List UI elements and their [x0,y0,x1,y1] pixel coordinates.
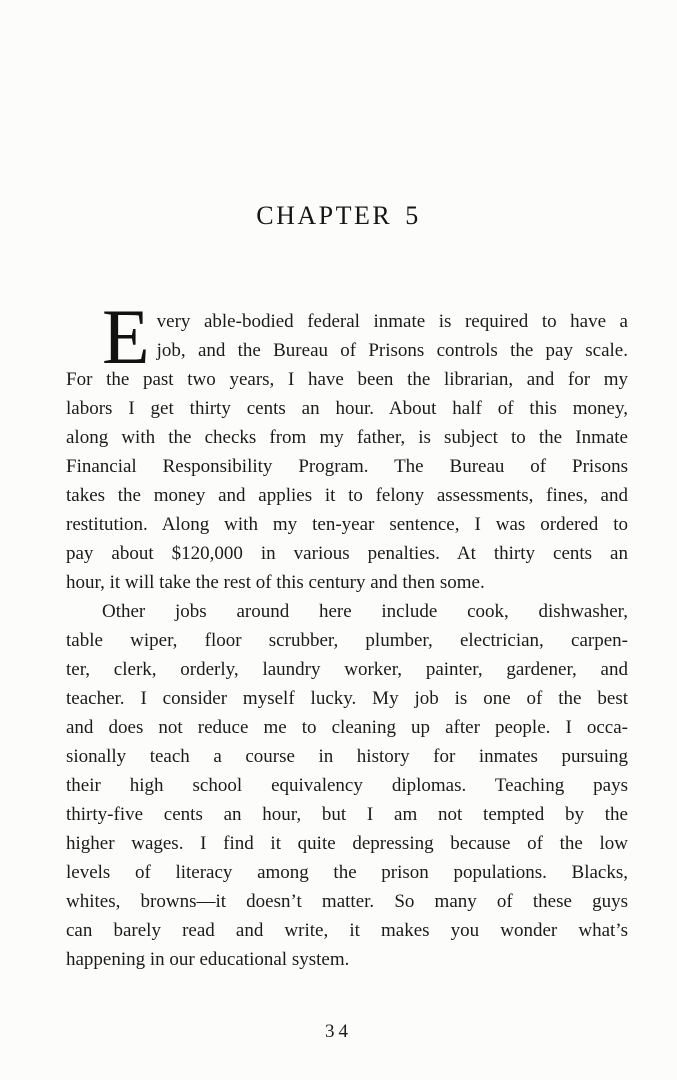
text-line: sionally teach a course in history for inmates pursuing [66,746,628,767]
text-line: ter, clerk, orderly, laundry worker, painter, gardener, and [66,659,628,680]
text-line: thirty-five cents an hour, but I am not tempted by the [66,804,628,825]
text-line: their high school equivalency diplomas. Teaching pays [66,775,628,796]
text-line: teacher. I consider myself lucky. My job is one of the best [66,688,628,709]
text-line: higher wages. I find it quite depressing because of the low [66,833,628,854]
drop-cap: E [102,293,150,380]
text-line: restitution. Along with my ten-year sentence, I was ordered to [66,514,628,535]
text-line: very able-bodied federal inmate is required to have a [156,311,628,332]
text-line: levels of literacy among the prison populations. Blacks, [66,862,628,883]
text-line: Financial Responsibility Program. The Bureau of Prisons [66,456,628,477]
body-text [66,293,628,974]
text-line: can barely read and write, it makes you wonder what’s [66,920,628,941]
text-line: and does not reduce me to cleaning up after people. I occa- [66,717,628,738]
text-line: whites, browns—it doesn’t matter. So many of these guys [66,891,628,912]
text-line: job, and the Bureau of Prisons controls the pay scale. [156,340,628,361]
text-line: along with the checks from my father, is subject to the Inmate [66,427,628,448]
text-line: pay about $120,000 in various penalties. At thirty cents an [66,543,628,564]
text-line: hour, it will take the rest of this century and then some. [66,572,485,593]
text-line: Other jobs around here include cook, dishwasher, [102,601,628,622]
text-line: labors I get thirty cents an hour. About half of this money, [66,398,628,419]
paragraph [66,293,628,597]
text-line: For the past two years, I have been the librarian, and for my [66,369,628,390]
text-line: table wiper, floor scrubber, plumber, electrician, carpen- [66,630,628,651]
page-number: 34 [325,1021,352,1042]
text-line: happening in our educational system. [66,949,350,970]
text-line: takes the money and applies it to felony assessments, fines, and [66,485,628,506]
chapter-heading: CHAPTER 5 [256,201,421,230]
paragraph [66,597,628,974]
